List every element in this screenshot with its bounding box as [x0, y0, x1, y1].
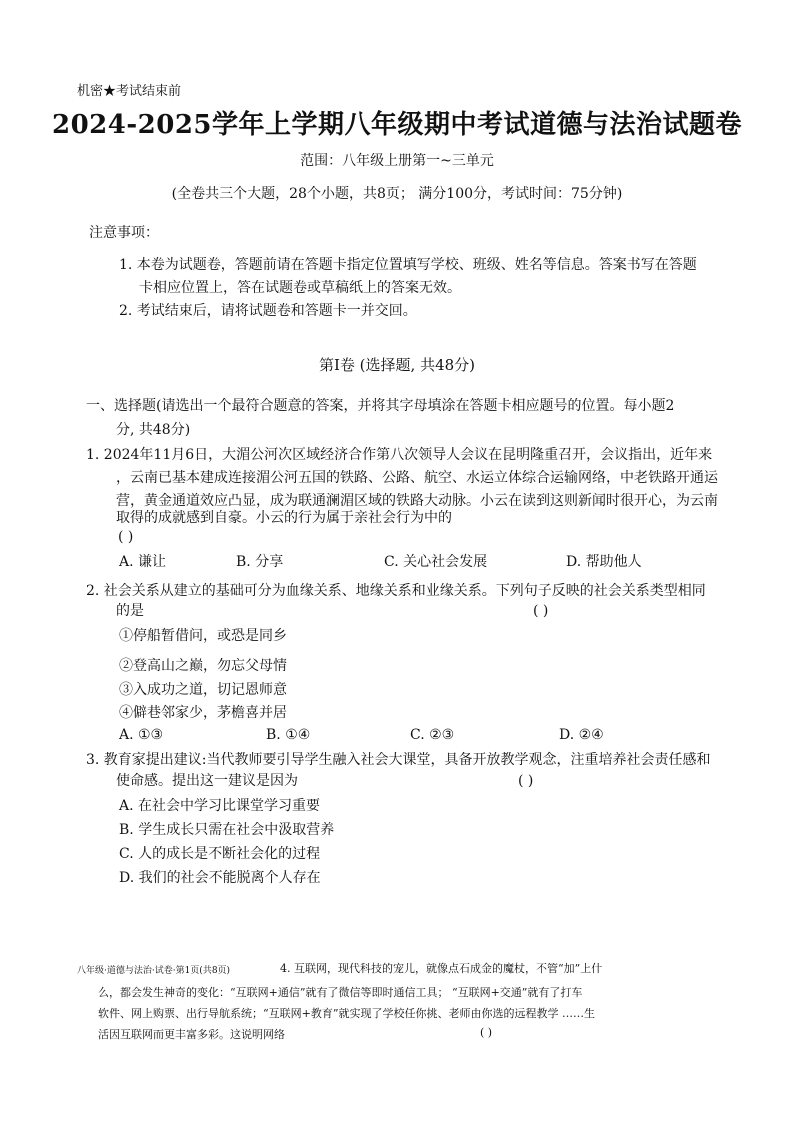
option-d[interactable]: D. 帮助他人	[566, 554, 642, 570]
question-1-line: ，云南已基本建成连接湄公河五国的铁路、公路、航空、水运立体综合运输网络，中老铁路开通运	[116, 470, 718, 486]
page-footer: 八年级·道德与法治·试卷·第1页(共8页)	[77, 966, 231, 976]
question-2-line: 的是	[116, 603, 144, 619]
option-d[interactable]: D. 我们的社会不能脱离个人存在	[119, 870, 321, 886]
answer-bracket[interactable]: ( )	[533, 603, 549, 619]
notice-title: 注意事项：	[89, 225, 159, 241]
question-3-line: 使命感。提出这一建议是因为	[116, 773, 298, 789]
option-b[interactable]: B. 分享	[236, 554, 284, 570]
answer-bracket[interactable]: ( )	[118, 529, 134, 545]
option-a[interactable]: A. 在社会中学习比课堂学习重要	[119, 798, 321, 814]
exam-info: (全卷共三个大题，28个小题，共8页； 满分100分，考试时间：75分钟)	[171, 186, 623, 202]
page-title: 2024-2025学年上学期八年级期中考试道德与法治试题卷	[51, 110, 743, 140]
option-c[interactable]: C. ②③	[410, 727, 455, 743]
option-a[interactable]: A. ①③	[119, 727, 164, 743]
exam-scope: 范围：八年级上册第一~三单元	[300, 153, 494, 169]
option-a[interactable]: A. 谦让	[119, 554, 167, 570]
section-instruction: 一、选择题(请选出一个最符合题意的答案，并将其字母填涂在答题卡相应题号的位置。每小题2	[86, 398, 675, 414]
confidential-mark: 机密★考试结束前	[77, 84, 182, 99]
question-2-line: 2. 社会关系从建立的基础可分为血缘关系、地缘关系和业缘关系。下列句子反映的社会关系类型相同	[86, 583, 706, 599]
question-3-line: 3. 教育家提出建议:当代教师要引导学生融入社会大课堂，具备开放教学观念，注重培养社会责任感和	[86, 752, 711, 768]
option-c[interactable]: C. 关心社会发展	[384, 554, 488, 570]
notice-item-1-cont: 卡相应位置上，答在试题卷或草稿纸上的答案无效。	[139, 280, 461, 296]
option-b[interactable]: B. ①④	[266, 727, 311, 743]
notice-item-2: 2. 考试结束后，请将试题卷和答题卡一并交回。	[119, 303, 417, 319]
section-instruction-cont: 分, 共48分)	[116, 422, 191, 438]
statement-item: ③入成功之道，切记恩师意	[119, 682, 287, 698]
question-4-line: 活因互联网而更丰富多彩。这说明网络	[98, 1028, 285, 1041]
question-1-line: 营，黄金通道效应凸显，成为联通澜湄区域的铁路大动脉。小云在读到这则新闻时很开心，为云南	[116, 493, 718, 509]
question-4-line: 么，都会发生神奇的变化：“互联网+通信”就有了微信等即时通信工具； “互联网+交通”就有了打车	[98, 986, 583, 999]
option-c[interactable]: C. 人的成长是不断社会化的过程	[119, 846, 321, 862]
notice-item-1: 1. 本卷为试题卷，答题前请在答题卡指定位置填写学校、班级、姓名等信息。答案书写在答题	[119, 257, 697, 273]
section-title: 第Ⅰ卷 (选择题, 共48分)	[318, 356, 476, 374]
answer-bracket[interactable]: ( )	[480, 1026, 493, 1039]
option-d[interactable]: D. ②④	[559, 727, 604, 743]
question-1-line: 取得的成就感到自豪。小云的行为属于亲社会行为中的	[116, 510, 452, 526]
answer-bracket[interactable]: ( )	[518, 773, 534, 789]
option-b[interactable]: B. 学生成长只需在社会中汲取营养	[119, 822, 335, 838]
statement-item: ①停船暂借问，或恐是同乡	[119, 628, 287, 644]
statement-item: ④僻巷邻家少，茅檐喜并居	[119, 705, 287, 721]
question-1-line: 1. 2024年11月6日，大湄公河次区域经济合作第八次领导人会议在昆明隆重召开，会议指出，近年来	[86, 447, 713, 463]
question-4-line: 4. 互联网，现代科技的宠儿，就像点石成金的魔杖，不管“加”上什	[280, 962, 603, 975]
question-4-line: 软件、网上购票、出行导航系统；“互联网+教育”就实现了学校任你挑、老师由你选的远程教学 ……生	[98, 1007, 595, 1020]
statement-item: ②登高山之巅，勿忘父母情	[119, 658, 287, 674]
